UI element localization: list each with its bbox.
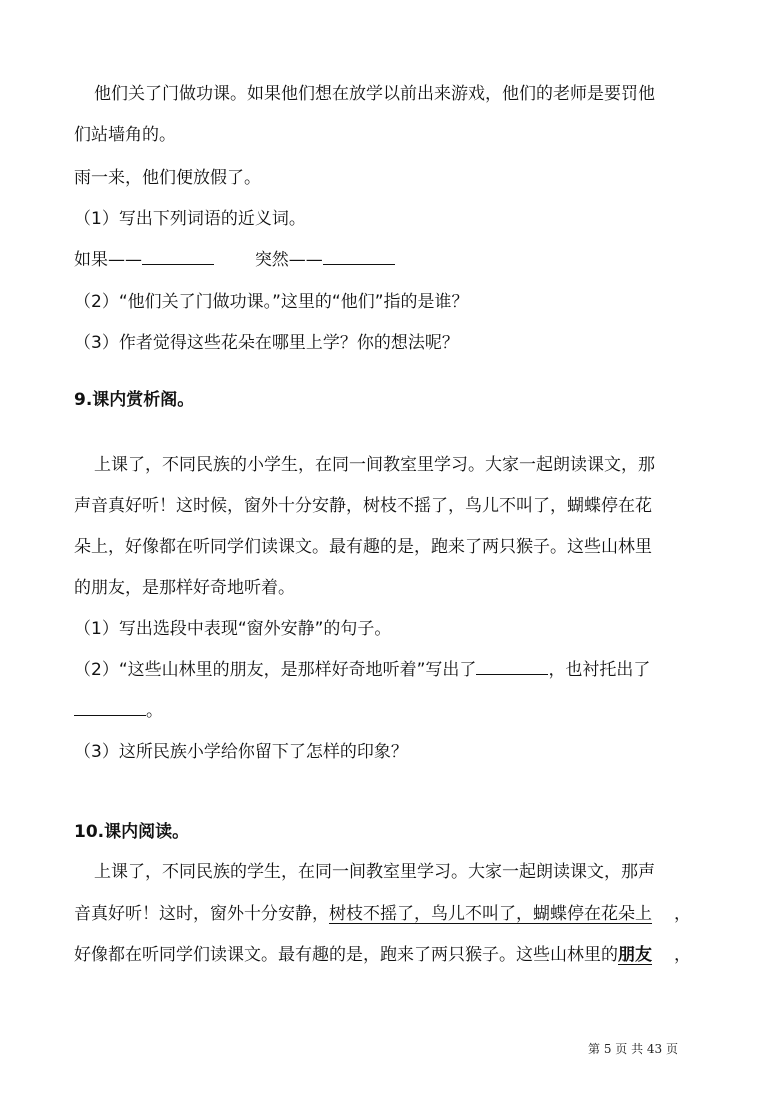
passage-text: ， [674,904,691,924]
passage-text: 音真好听！这时，窗外十分安静， [74,904,329,924]
passage-line [74,943,714,967]
question-3: （3）这所民族小学给你留下了怎样的印象？ [74,742,408,762]
synonym-word-2: 突然—— [254,250,323,270]
passage-line: 的朋友，是那样好奇地听着。 [74,578,295,598]
question-text: （2）“这些山林里的朋友，是那样好奇地听着”写出了 [74,660,477,680]
passage-line: 上课了，不同民族的小学生，在同一间教室里学习。大家一起朗读课文，那 [94,455,655,475]
underlined-sentence: 树枝不摇了，鸟儿不叫了，蝴蝶停在花朵上 [329,904,652,924]
question-1: （1）写出选段中表现“窗外安静”的句子。 [74,619,392,639]
passage-line: 他们关了门做功课。如果他们想在放学以前出来游戏，他们的老师是要罚他 [94,84,655,104]
question-2: （2）“他们关了门做功课。”这里的“他们”指的是谁？ [74,292,469,312]
passage-text: ， [674,945,691,965]
question-text: ，也衬托出了 [548,660,651,680]
answer-blank[interactable] [476,658,548,675]
synonym-word-1: 如果—— [74,250,142,270]
passage-line: 声音真好听！这时候，窗外十分安静，树枝不摇了，鸟儿不叫了，蝴蝶停在花 [74,496,652,516]
passage-line: 们站墙角的。 [74,125,176,145]
page-number: 第 5 页 共 43 页 [588,1042,678,1056]
answer-blank[interactable] [142,248,214,265]
question-1: （1）写出下列词语的近义词。 [74,209,306,229]
passage-line [74,902,714,926]
section-heading: 10.课内阅读。 [74,822,190,842]
question-2 [74,658,714,682]
question-2-continued [74,699,714,723]
underlined-word: 朋友 [618,945,652,965]
passage-line: 朵上，好像都在听同学们读课文。最有趣的是，跑来了两只猴子。这些山林里 [74,537,652,557]
section-heading: 9.课内赏析阁。 [74,390,195,410]
passage-line: 雨一来，他们便放假了。 [74,168,261,188]
synonym-row [74,248,714,272]
question-3: （3）作者觉得这些花朵在哪里上学？你的想法呢？ [74,333,459,353]
passage-line: 上课了，不同民族的学生，在同一间教室里学习。大家一起朗读课文，那声 [94,862,655,882]
answer-blank[interactable] [74,699,146,716]
question-text: 。 [146,701,163,721]
passage-text: 好像都在听同学们读课文。最有趣的是，跑来了两只猴子。这些山林里的 [74,945,618,965]
answer-blank[interactable] [323,248,395,265]
